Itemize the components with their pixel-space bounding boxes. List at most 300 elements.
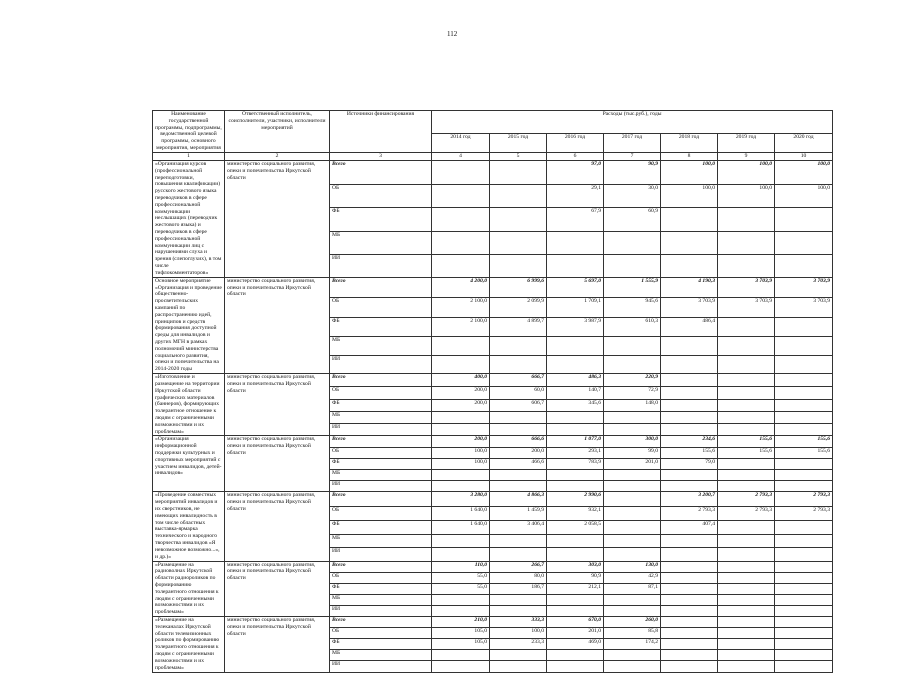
responsible-executor: министерство социального развития, опеки и попечительства Иркутской области	[225, 617, 330, 673]
expense-value	[775, 594, 833, 605]
expense-value	[547, 548, 604, 561]
expense-value	[547, 661, 604, 672]
expense-value: 174,2	[604, 639, 661, 650]
funding-source: МБ	[330, 337, 432, 356]
expense-value	[718, 583, 775, 594]
expense-value	[775, 318, 833, 337]
expense-value	[490, 337, 547, 356]
expense-value: 233,3	[490, 639, 547, 650]
event-name: «Организация информационной поддержки культурных и спортивных мероприятий с участием инвалидов, детей-инвалидов»	[153, 436, 225, 492]
expense-value	[661, 424, 718, 436]
expense-value	[432, 534, 490, 547]
expense-value	[775, 572, 833, 583]
expense-value	[604, 481, 661, 492]
table-body	[153, 160, 833, 672]
expense-value: 148,0	[604, 399, 661, 411]
expense-value: 1 640,0	[432, 506, 490, 521]
expense-value	[547, 650, 604, 661]
column-number: 7	[604, 152, 661, 160]
expense-value	[718, 534, 775, 547]
expense-value	[604, 521, 661, 534]
expense-value	[490, 605, 547, 616]
expense-value: 4 190,3	[661, 277, 718, 297]
expense-value	[718, 470, 775, 481]
column-number: 4	[432, 152, 490, 160]
expense-value	[490, 411, 547, 423]
expense-value	[432, 231, 490, 255]
expense-value	[775, 605, 833, 616]
expense-value: 3 280,0	[432, 492, 490, 507]
expense-value: 79,0	[661, 459, 718, 470]
expense-value: 2 099,9	[490, 297, 547, 317]
table-row	[153, 374, 833, 387]
expense-value	[604, 356, 661, 374]
funding-source: МБ	[330, 411, 432, 423]
expense-value	[661, 481, 718, 492]
expense-value	[661, 337, 718, 356]
expense-value: 666,7	[490, 374, 547, 387]
expense-value	[775, 521, 833, 534]
expense-value	[661, 470, 718, 481]
expense-value	[661, 374, 718, 387]
expense-value: 486,3	[547, 374, 604, 387]
expense-value: 1 709,1	[547, 297, 604, 317]
expense-value	[775, 255, 833, 277]
expense-value: 85,8	[604, 628, 661, 639]
expense-value	[432, 661, 490, 672]
funding-source: ИИ	[330, 424, 432, 436]
expense-value	[718, 255, 775, 277]
expense-value: 606,7	[490, 399, 547, 411]
expense-value	[490, 661, 547, 672]
header-year: 2020 год	[775, 134, 833, 152]
table-row	[153, 492, 833, 507]
expense-value: 60,0	[490, 387, 547, 399]
expense-value	[661, 572, 718, 583]
expense-value	[718, 628, 775, 639]
expense-value	[718, 572, 775, 583]
expense-value	[661, 628, 718, 639]
header-year: 2018 год	[661, 134, 718, 152]
expense-value: 110,0	[432, 561, 490, 572]
column-number: 6	[547, 152, 604, 160]
expense-value	[432, 650, 490, 661]
expense-value	[604, 424, 661, 436]
expense-value	[775, 337, 833, 356]
expense-value: 4 866,3	[490, 492, 547, 507]
expense-value	[718, 521, 775, 534]
expense-value	[775, 356, 833, 374]
expense-value: 200,0	[432, 387, 490, 399]
expense-value	[490, 424, 547, 436]
funding-source: МБ	[330, 231, 432, 255]
expense-value	[432, 184, 490, 208]
expense-value	[661, 650, 718, 661]
expense-value	[718, 374, 775, 387]
funding-source: Всего	[330, 374, 432, 387]
expense-value	[490, 650, 547, 661]
expense-value	[490, 534, 547, 547]
expense-value: 130,0	[604, 561, 661, 572]
funding-source: Всего	[330, 617, 432, 628]
expense-value: 3 200,7	[661, 492, 718, 507]
funding-source: ФБ	[330, 399, 432, 411]
table-row	[153, 160, 833, 184]
expense-value: 1 555,9	[604, 277, 661, 297]
funding-source: ОБ	[330, 628, 432, 639]
expense-value: 234,6	[661, 436, 718, 448]
funding-source: ФБ	[330, 208, 432, 232]
table-row	[153, 277, 833, 297]
expense-value	[775, 399, 833, 411]
expense-value: 99,0	[604, 448, 661, 459]
expense-value	[547, 534, 604, 547]
expense-value: 945,6	[604, 297, 661, 317]
expense-value	[718, 594, 775, 605]
expense-value	[661, 399, 718, 411]
expense-value	[661, 594, 718, 605]
expense-value	[432, 356, 490, 374]
expense-value	[547, 424, 604, 436]
expense-value: 2 058,5	[547, 521, 604, 534]
expense-value	[775, 374, 833, 387]
expense-value	[490, 356, 547, 374]
expense-value	[432, 605, 490, 616]
expense-value	[775, 628, 833, 639]
funding-source: ОБ	[330, 448, 432, 459]
expense-value: 100,0	[432, 448, 490, 459]
expense-value	[661, 661, 718, 672]
expense-value	[775, 208, 833, 232]
expense-value: 293,1	[547, 448, 604, 459]
expense-value: 3 703,9	[718, 277, 775, 297]
expense-value	[604, 255, 661, 277]
expense-value	[775, 231, 833, 255]
header-year: 2014 год	[432, 134, 490, 152]
expense-value	[718, 231, 775, 255]
expense-value	[604, 337, 661, 356]
expense-value: 4 200,0	[432, 277, 490, 297]
expense-value	[718, 661, 775, 672]
expense-value	[490, 481, 547, 492]
expense-value	[661, 411, 718, 423]
expense-value: 100,0	[661, 160, 718, 184]
header-name: Наименование государственной программы, подпрограммы, ведомственной целевой программы, основного мероприятия, мероприятия	[153, 111, 225, 153]
expense-value	[490, 160, 547, 184]
expense-value: 345,6	[547, 399, 604, 411]
column-number: 1	[153, 152, 225, 160]
expense-value: 155,6	[718, 436, 775, 448]
expense-value: 2 793,3	[661, 506, 718, 521]
event-name: «Размещение на телеканалах Иркутской области телевизионных роликов по формированию толерантного отношения к людям с ограниченными возможностями и их проблемам»	[153, 617, 225, 673]
budget-table	[152, 110, 833, 673]
expense-value: 3 703,9	[775, 277, 833, 297]
funding-source: ОБ	[330, 297, 432, 317]
expense-value	[432, 208, 490, 232]
expense-value	[490, 548, 547, 561]
expense-value: 55,0	[432, 583, 490, 594]
expense-value	[604, 231, 661, 255]
expense-value: 400,0	[432, 374, 490, 387]
expense-value	[604, 411, 661, 423]
expense-value	[775, 470, 833, 481]
funding-source: ФБ	[330, 639, 432, 650]
expense-value	[718, 617, 775, 628]
expense-value	[775, 387, 833, 399]
expense-value: 72,9	[604, 387, 661, 399]
expense-value	[661, 534, 718, 547]
funding-source: ИИ	[330, 481, 432, 492]
expense-value	[490, 208, 547, 232]
expense-value: 3 406,4	[490, 521, 547, 534]
expense-value: 466,6	[490, 459, 547, 470]
funding-source: МБ	[330, 650, 432, 661]
expense-value: 29,1	[547, 184, 604, 208]
expense-value	[604, 492, 661, 507]
expense-value	[775, 459, 833, 470]
expense-value	[604, 534, 661, 547]
expense-value: 4 899,7	[490, 318, 547, 337]
expense-value: 212,1	[547, 583, 604, 594]
expense-value: 100,0	[718, 184, 775, 208]
expense-value: 97,0	[547, 160, 604, 184]
expense-value: 105,0	[432, 628, 490, 639]
expense-value: 90,9	[547, 572, 604, 583]
expense-value	[432, 255, 490, 277]
expense-value: 1 459,9	[490, 506, 547, 521]
expense-value: 2 793,3	[718, 492, 775, 507]
expense-value: 200,0	[432, 399, 490, 411]
expense-value: 100,0	[490, 628, 547, 639]
expense-value	[432, 470, 490, 481]
expense-value	[775, 617, 833, 628]
expense-value	[718, 208, 775, 232]
expense-value	[661, 583, 718, 594]
header-year: 2019 год	[718, 134, 775, 152]
funding-source: ОБ	[330, 506, 432, 521]
expense-value	[547, 255, 604, 277]
expense-value: 100,0	[661, 184, 718, 208]
expense-value	[604, 605, 661, 616]
expense-value: 2 100,0	[432, 318, 490, 337]
expense-value: 670,0	[547, 617, 604, 628]
header-expenses: Расходы (тыс.руб.), годы	[432, 111, 833, 134]
expense-value	[432, 594, 490, 605]
expense-value	[490, 184, 547, 208]
expense-value: 5 697,0	[547, 277, 604, 297]
expense-value	[604, 661, 661, 672]
expense-value	[604, 506, 661, 521]
expense-value	[432, 548, 490, 561]
expense-value: 42,9	[604, 572, 661, 583]
expense-value	[718, 411, 775, 423]
expense-value	[661, 356, 718, 374]
header-responsible: Ответственный исполнитель, соисполнители, участники, исполнители мероприятий	[225, 111, 330, 153]
expense-value	[661, 639, 718, 650]
funding-source: ФБ	[330, 583, 432, 594]
expense-value: 140,7	[547, 387, 604, 399]
funding-source: Всего	[330, 561, 432, 572]
event-name: «Организация курсов (профессиональной переподготовки, повышения квалификации) русского жестового языка переводчиков в сфере профессиональной коммуникации неслышащих (переводчик жестового языка) и переводчиков в сфере профессиональной коммуникации лиц с нарушениями слуха и зрения (слепоглухих), в том числе тифлокомментаторов»	[153, 160, 225, 277]
expense-value	[718, 318, 775, 337]
expense-value	[661, 255, 718, 277]
expense-value	[718, 650, 775, 661]
table-row	[153, 617, 833, 628]
expense-value: 100,0	[775, 184, 833, 208]
expense-value	[718, 605, 775, 616]
responsible-executor: министерство социального развития, опеки и попечительства Иркутской области	[225, 436, 330, 492]
funding-source: Всего	[330, 277, 432, 297]
expense-value: 100,0	[718, 160, 775, 184]
responsible-executor: министерство социального развития, опеки и попечительства Иркутской области	[225, 160, 330, 277]
column-number: 3	[330, 152, 432, 160]
expense-value	[604, 650, 661, 661]
responsible-executor: министерство социального развития, опеки и попечительства Иркутской области	[225, 492, 330, 561]
expense-value: 200,0	[490, 448, 547, 459]
expense-value: 201,0	[547, 628, 604, 639]
expense-value: 155,6	[775, 448, 833, 459]
table-row	[153, 436, 833, 448]
expense-value	[547, 231, 604, 255]
expense-value: 932,1	[547, 506, 604, 521]
event-name: «Размещение на радиоволнах Иркутской области радиороликов по формированию толерантного отношения к людям с ограниченными возможностями и их проблемам»	[153, 561, 225, 617]
expense-value	[775, 534, 833, 547]
expense-value	[775, 583, 833, 594]
expense-value: 155,6	[661, 448, 718, 459]
expense-value: 155,6	[718, 448, 775, 459]
expense-value: 407,4	[661, 521, 718, 534]
expense-value: 303,0	[547, 561, 604, 572]
expense-value: 2 793,3	[775, 492, 833, 507]
expense-value: 260,0	[604, 617, 661, 628]
expense-value	[718, 561, 775, 572]
expense-value	[547, 594, 604, 605]
expense-value: 60,9	[604, 208, 661, 232]
column-number: 2	[225, 152, 330, 160]
funding-source: МБ	[330, 594, 432, 605]
expense-value	[432, 160, 490, 184]
expense-value	[661, 548, 718, 561]
expense-value	[775, 639, 833, 650]
expense-value: 201,0	[604, 459, 661, 470]
expense-value: 610,3	[604, 318, 661, 337]
expense-value: 200,0	[432, 436, 490, 448]
expense-value: 80,0	[490, 572, 547, 583]
expense-value	[661, 617, 718, 628]
expense-value	[547, 605, 604, 616]
header-year: 2017 год	[604, 134, 661, 152]
expense-value: 3 987,9	[547, 318, 604, 337]
expense-value	[432, 424, 490, 436]
funding-source: ИИ	[330, 548, 432, 561]
expense-value: 100,0	[432, 459, 490, 470]
funding-source: ОБ	[330, 387, 432, 399]
expense-value	[547, 470, 604, 481]
funding-source: ИИ	[330, 661, 432, 672]
expense-value	[661, 231, 718, 255]
expense-value	[547, 356, 604, 374]
expense-value: 3 703,9	[718, 297, 775, 317]
expense-value	[490, 594, 547, 605]
expense-value: 666,6	[490, 436, 547, 448]
expense-value: 486,4	[661, 318, 718, 337]
funding-source: МБ	[330, 534, 432, 547]
expense-value: 90,9	[604, 160, 661, 184]
expense-value: 469,0	[547, 639, 604, 650]
expense-value: 87,1	[604, 583, 661, 594]
expense-value	[432, 337, 490, 356]
expense-value	[718, 337, 775, 356]
expense-value	[661, 561, 718, 572]
expense-value: 210,0	[432, 617, 490, 628]
expense-value	[547, 337, 604, 356]
expense-value	[604, 548, 661, 561]
expense-value: 3 703,9	[661, 297, 718, 317]
expense-value: 266,7	[490, 561, 547, 572]
expense-value: 55,0	[432, 572, 490, 583]
expense-value: 1 640,0	[432, 521, 490, 534]
expense-value	[718, 459, 775, 470]
expense-value	[604, 470, 661, 481]
expense-value	[718, 424, 775, 436]
expense-value	[490, 255, 547, 277]
expense-value	[775, 561, 833, 572]
responsible-executor: министерство социального развития, опеки и попечительства Иркутской области	[225, 374, 330, 436]
funding-source: ИИ	[330, 605, 432, 616]
expense-value	[547, 481, 604, 492]
responsible-executor: министерство социального развития, опеки и попечительства Иркутской области	[225, 277, 330, 373]
expense-value	[604, 594, 661, 605]
expense-value	[490, 231, 547, 255]
event-name: «Изготовление и размещение на территории Иркутской области графических материалов (баннеров), формирующих толерантное отношение к людям с ограниченными возможностями и их проблемам»	[153, 374, 225, 436]
expense-value	[718, 399, 775, 411]
expense-value: 333,3	[490, 617, 547, 628]
funding-source: ОБ	[330, 184, 432, 208]
expense-value	[775, 650, 833, 661]
expense-value	[718, 548, 775, 561]
expense-value: 2 793,3	[775, 506, 833, 521]
funding-source: ФБ	[330, 318, 432, 337]
expense-value: 67,9	[547, 208, 604, 232]
expense-value: 1 077,0	[547, 436, 604, 448]
expense-value	[718, 639, 775, 650]
column-number: 5	[490, 152, 547, 160]
table-row	[153, 561, 833, 572]
event-name: «Проведение совместных мероприятий инвалидов и их сверстников, не имеющих инвалидность в том числе областных выставка-ярмарка технического и народного творчества инвалидов «Я невозможное возможно...», и др.)»	[153, 492, 225, 561]
funding-source: Всего	[330, 492, 432, 507]
expense-value	[775, 548, 833, 561]
expense-value	[775, 424, 833, 436]
expense-value	[432, 411, 490, 423]
expense-value	[718, 356, 775, 374]
expense-value: 2 990,6	[547, 492, 604, 507]
column-number: 10	[775, 152, 833, 160]
expense-value: 155,6	[775, 436, 833, 448]
header-year: 2015 год	[490, 134, 547, 152]
expense-value	[718, 481, 775, 492]
column-number: 9	[718, 152, 775, 160]
expense-value	[547, 411, 604, 423]
expense-value: 783,9	[547, 459, 604, 470]
expense-value	[661, 387, 718, 399]
funding-source: Всего	[330, 436, 432, 448]
funding-source: ИИ	[330, 356, 432, 374]
expense-value	[775, 661, 833, 672]
expense-value	[661, 208, 718, 232]
expense-value: 105,0	[432, 639, 490, 650]
funding-source: МБ	[330, 470, 432, 481]
expense-value: 6 999,6	[490, 277, 547, 297]
